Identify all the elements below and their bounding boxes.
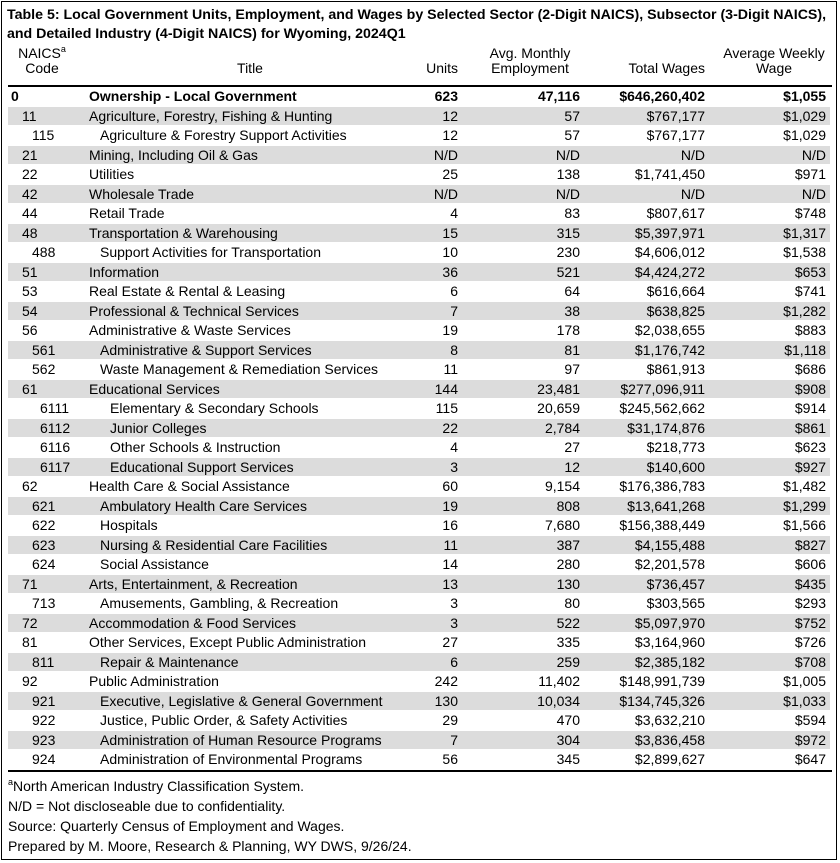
cell-units: 19 bbox=[442, 497, 458, 514]
table-row bbox=[8, 302, 830, 322]
cell-employment: 64 bbox=[564, 283, 580, 299]
cell-weekly-wage: $1,566 bbox=[783, 517, 826, 533]
cell-total-wages: $2,385,182 bbox=[634, 653, 705, 670]
cell-total-wages: $134,745,326 bbox=[619, 692, 705, 709]
cell-title: Utilities bbox=[89, 166, 135, 182]
cell-employment: 47,116 bbox=[537, 88, 580, 104]
cell-weekly-wage: $914 bbox=[794, 400, 826, 416]
cell-total-wages: $4,424,272 bbox=[634, 263, 705, 280]
cell-code: 6117 bbox=[40, 458, 71, 475]
cell-employment: 138 bbox=[556, 166, 580, 182]
cell-employment: 304 bbox=[556, 731, 580, 748]
cell-code: 11 bbox=[22, 107, 37, 124]
cell-weekly-wage: $647 bbox=[794, 751, 826, 767]
cell-code: 923 bbox=[32, 731, 56, 748]
table-row bbox=[8, 204, 830, 224]
cell-total-wages: $861,913 bbox=[646, 361, 705, 377]
cell-code: 92 bbox=[22, 673, 38, 689]
cell-units: 4 bbox=[450, 439, 458, 455]
cell-code: 48 bbox=[22, 224, 38, 241]
cell-total-wages: $2,201,578 bbox=[634, 556, 705, 572]
table-row bbox=[8, 243, 830, 263]
cell-weekly-wage: $623 bbox=[794, 439, 826, 455]
cell-weekly-wage: $827 bbox=[794, 536, 826, 553]
cell-total-wages: $616,664 bbox=[646, 283, 705, 299]
cell-title: Elementary & Secondary Schools bbox=[110, 400, 319, 416]
cell-units: 16 bbox=[442, 517, 458, 533]
cell-code: 61 bbox=[22, 380, 38, 397]
cell-units: 6 bbox=[450, 283, 458, 299]
cell-total-wages: $245,562,662 bbox=[619, 400, 705, 416]
cell-total-wages: $176,386,783 bbox=[619, 478, 705, 494]
cell-employment: 38 bbox=[564, 302, 580, 319]
cell-employment: 470 bbox=[556, 712, 580, 728]
cell-total-wages: $5,397,971 bbox=[634, 224, 705, 241]
cell-code: 922 bbox=[32, 712, 56, 728]
cell-total-wages: $767,177 bbox=[646, 107, 705, 124]
table-row bbox=[8, 614, 830, 634]
cell-units: 130 bbox=[434, 692, 458, 709]
table-row bbox=[8, 165, 830, 185]
cell-code: 713 bbox=[32, 595, 56, 611]
cell-total-wages: $277,096,911 bbox=[620, 380, 705, 397]
cell-units: 7 bbox=[450, 302, 458, 319]
cell-title: Public Administration bbox=[89, 673, 219, 689]
cell-title: Junior Colleges bbox=[110, 419, 207, 436]
cell-weekly-wage: $435 bbox=[794, 575, 826, 592]
cell-units: 36 bbox=[442, 263, 458, 280]
cell-units: 29 bbox=[442, 712, 458, 728]
header-weekly-wage: Average Weekly Wage bbox=[723, 45, 825, 76]
cell-code: 42 bbox=[22, 185, 38, 202]
cell-employment: 522 bbox=[556, 614, 580, 631]
cell-total-wages: $646,260,402 bbox=[619, 88, 705, 104]
cell-units: 10 bbox=[442, 244, 458, 260]
cell-employment: 130 bbox=[556, 575, 580, 592]
table-row bbox=[8, 458, 830, 478]
cell-employment: 83 bbox=[564, 205, 580, 221]
cell-weekly-wage: $1,299 bbox=[783, 497, 826, 514]
cell-units: 242 bbox=[434, 673, 458, 689]
table-row bbox=[8, 224, 830, 244]
table-row bbox=[8, 438, 830, 458]
cell-code: 621 bbox=[32, 497, 56, 514]
table-row bbox=[8, 653, 830, 673]
cell-code: 488 bbox=[32, 244, 56, 260]
table-row bbox=[8, 692, 830, 712]
table-row bbox=[8, 321, 830, 341]
cell-code: 22 bbox=[22, 166, 38, 182]
cell-units: 3 bbox=[450, 595, 458, 611]
table-row bbox=[8, 633, 830, 653]
cell-code: 624 bbox=[32, 556, 56, 572]
table-row bbox=[8, 672, 830, 692]
footnote-naics: $^a$North American Industry Classification System. bbox=[8, 777, 305, 794]
cell-total-wages: N/D bbox=[680, 185, 705, 202]
cell-weekly-wage: N/D bbox=[801, 185, 826, 202]
cell-units: 14 bbox=[442, 556, 458, 572]
cell-code: 81 bbox=[22, 634, 38, 650]
header-units: Units bbox=[426, 60, 458, 76]
footnote-source: Source: Quarterly Census of Employment and Wages. bbox=[8, 818, 345, 834]
cell-title: Executive, Legislative & General Government bbox=[100, 692, 383, 709]
cell-weekly-wage: $653 bbox=[794, 263, 826, 280]
cell-code: 71 bbox=[22, 575, 38, 592]
cell-code: 924 bbox=[32, 751, 56, 767]
cell-units: 12 bbox=[442, 127, 458, 143]
cell-total-wages: $5,097,970 bbox=[634, 614, 705, 631]
cell-units: N/D bbox=[433, 185, 458, 202]
cell-title: Administration of Human Resource Programs bbox=[100, 731, 382, 748]
cell-units: 8 bbox=[450, 341, 458, 358]
cell-units: 15 bbox=[442, 224, 458, 241]
cell-code: 6112 bbox=[40, 419, 71, 436]
cell-total-wages: $1,741,450 bbox=[634, 166, 705, 182]
cell-code: 0 bbox=[11, 88, 19, 104]
cell-title: Other Services, Except Public Administration bbox=[89, 634, 367, 650]
cell-weekly-wage: $293 bbox=[794, 595, 826, 611]
cell-total-wages: $2,899,627 bbox=[634, 751, 705, 767]
cell-title: Justice, Public Order, & Safety Activities bbox=[100, 712, 348, 728]
cell-code: 622 bbox=[32, 517, 56, 533]
cell-employment: 315 bbox=[556, 224, 580, 241]
table-row bbox=[8, 107, 830, 127]
table-row bbox=[8, 516, 830, 536]
table-row bbox=[8, 126, 830, 146]
cell-title: Nursing & Residential Care Facilities bbox=[100, 536, 328, 553]
table-row bbox=[8, 731, 830, 751]
cell-title: Administrative & Support Services bbox=[100, 341, 312, 358]
cell-units: 623 bbox=[434, 88, 458, 104]
cell-weekly-wage: $883 bbox=[794, 322, 826, 338]
table-row bbox=[8, 263, 830, 283]
cell-title: Ambulatory Health Care Services bbox=[100, 497, 307, 514]
cell-code: 6116 bbox=[40, 439, 71, 455]
cell-title: Agriculture & Forestry Support Activities bbox=[100, 127, 347, 143]
cell-employment: 11,402 bbox=[538, 673, 580, 689]
table-row bbox=[8, 750, 830, 770]
cell-weekly-wage: $606 bbox=[794, 556, 826, 572]
cell-total-wages: $156,388,449 bbox=[619, 517, 705, 533]
cell-title: Educational Services bbox=[89, 380, 220, 397]
cell-title: Other Schools & Instruction bbox=[110, 439, 281, 455]
cell-employment: 7,680 bbox=[544, 517, 580, 533]
cell-units: 3 bbox=[450, 614, 458, 631]
cell-total-wages: $4,155,488 bbox=[634, 536, 705, 553]
cell-title: Wholesale Trade bbox=[89, 185, 195, 202]
cell-weekly-wage: $752 bbox=[794, 614, 826, 631]
cell-code: 562 bbox=[32, 361, 56, 377]
cell-total-wages: $3,836,458 bbox=[634, 731, 705, 748]
cell-weekly-wage: $741 bbox=[794, 283, 826, 299]
cell-title: Health Care & Social Assistance bbox=[89, 478, 290, 494]
cell-total-wages: $148,991,739 bbox=[619, 673, 705, 689]
table-row bbox=[8, 185, 830, 205]
cell-code: 623 bbox=[32, 536, 56, 553]
cell-employment: 345 bbox=[556, 751, 580, 767]
cell-employment: 12 bbox=[564, 458, 580, 475]
cell-code: 56 bbox=[22, 322, 38, 338]
cell-title: Waste Management & Remediation Services bbox=[100, 361, 379, 377]
cell-employment: 81 bbox=[564, 341, 580, 358]
table-body bbox=[8, 87, 830, 770]
table-row bbox=[8, 419, 830, 439]
cell-weekly-wage: $1,482 bbox=[783, 478, 826, 494]
cell-employment: N/D bbox=[555, 185, 580, 202]
cell-employment: 521 bbox=[556, 263, 580, 280]
cell-code: 921 bbox=[32, 692, 56, 709]
cell-weekly-wage: $1,029 bbox=[783, 107, 826, 124]
cell-employment: 20,659 bbox=[537, 400, 580, 416]
cell-units: 3 bbox=[450, 458, 458, 475]
footnote-prepared: Prepared by M. Moore, Research & Planning, WY DWS, 9/26/24. bbox=[8, 838, 412, 854]
cell-code: 72 bbox=[22, 614, 38, 631]
cell-total-wages: $807,617 bbox=[646, 205, 705, 221]
cell-weekly-wage: $748 bbox=[794, 205, 826, 221]
cell-units: 19 bbox=[442, 322, 458, 338]
cell-title: Hospitals bbox=[100, 517, 158, 533]
cell-employment: N/D bbox=[555, 146, 580, 163]
cell-weekly-wage: $726 bbox=[794, 634, 826, 650]
cell-employment: 259 bbox=[556, 653, 580, 670]
cell-title: Ownership - Local Government bbox=[89, 88, 297, 104]
cell-total-wages: $13,641,268 bbox=[627, 497, 705, 514]
cell-total-wages: $4,606,012 bbox=[634, 244, 705, 260]
cell-total-wages: $303,565 bbox=[646, 595, 705, 611]
cell-title: Administration of Environmental Programs bbox=[100, 751, 363, 767]
cell-employment: 57 bbox=[564, 127, 580, 143]
cell-units: 6 bbox=[450, 653, 458, 670]
cell-units: 115 bbox=[435, 400, 458, 416]
cell-weekly-wage: $972 bbox=[794, 731, 826, 748]
cell-weekly-wage: $708 bbox=[794, 653, 826, 670]
cell-total-wages: $1,176,742 bbox=[634, 341, 705, 358]
cell-code: 115 bbox=[32, 127, 55, 143]
cell-weekly-wage: $1,118 bbox=[784, 341, 826, 358]
table-notes bbox=[8, 776, 412, 856]
cell-code: 6111 bbox=[40, 400, 70, 416]
table-row bbox=[8, 282, 830, 302]
cell-title: Transportation & Warehousing bbox=[89, 224, 278, 241]
table-row bbox=[8, 380, 830, 400]
cell-title: Social Assistance bbox=[100, 556, 209, 572]
cell-total-wages: $31,174,876 bbox=[627, 419, 705, 436]
cell-title: Support Activities for Transportation bbox=[100, 244, 321, 260]
cell-weekly-wage: $861 bbox=[794, 419, 826, 436]
table-row bbox=[8, 497, 830, 517]
cell-employment: 9,154 bbox=[544, 478, 580, 494]
header-employment: Avg. Monthly Employment bbox=[489, 45, 571, 76]
table-row bbox=[8, 575, 830, 595]
table-row bbox=[8, 360, 830, 380]
footer-divider bbox=[8, 770, 832, 772]
cell-title: Administrative & Waste Services bbox=[89, 322, 291, 338]
cell-title: Retail Trade bbox=[89, 205, 165, 221]
cell-employment: 280 bbox=[556, 556, 580, 572]
table-row bbox=[8, 555, 830, 575]
cell-total-wages: $140,600 bbox=[646, 458, 705, 475]
cell-employment: 2,784 bbox=[544, 419, 580, 436]
cell-units: 25 bbox=[442, 166, 458, 182]
cell-total-wages: $767,177 bbox=[646, 127, 705, 143]
cell-weekly-wage: $1,029 bbox=[783, 127, 826, 143]
table-row bbox=[8, 711, 830, 731]
cell-title: Amusements, Gambling, & Recreation bbox=[100, 595, 339, 611]
cell-employment: 178 bbox=[556, 322, 580, 338]
cell-employment: 387 bbox=[556, 536, 580, 553]
cell-weekly-wage: $686 bbox=[794, 361, 826, 377]
cell-units: 60 bbox=[442, 478, 458, 494]
table-title: Table 5: Local Government Units, Employment, and Wages by Selected Sector (2-Digit NAICS), Subsector (3-Digit NAICS), and Detailed Industry (4-Digit NAICS) for Wyoming, 2024Q1 bbox=[7, 7, 827, 42]
table-row bbox=[8, 536, 830, 556]
cell-title: Repair & Maintenance bbox=[100, 653, 239, 670]
cell-total-wages: $638,825 bbox=[646, 302, 705, 319]
cell-employment: 335 bbox=[556, 634, 580, 650]
header-title: Title bbox=[237, 60, 263, 76]
table-row bbox=[8, 477, 830, 497]
cell-units: 144 bbox=[434, 380, 458, 397]
cell-employment: 10,034 bbox=[537, 692, 580, 709]
cell-units: 22 bbox=[442, 419, 458, 436]
cell-employment: 23,481 bbox=[537, 380, 580, 397]
cell-employment: 57 bbox=[564, 107, 580, 124]
cell-code: 811 bbox=[32, 653, 55, 670]
table-row bbox=[8, 399, 830, 419]
cell-code: 62 bbox=[22, 478, 38, 494]
cell-units: 12 bbox=[442, 107, 458, 124]
cell-weekly-wage: $1,033 bbox=[783, 692, 826, 709]
cell-weekly-wage: $927 bbox=[794, 458, 826, 475]
cell-code: 561 bbox=[32, 341, 56, 358]
cell-total-wages: $3,164,960 bbox=[634, 634, 705, 650]
cell-weekly-wage: $1,317 bbox=[783, 224, 826, 241]
cell-units: 11 bbox=[443, 536, 458, 553]
cell-units: 7 bbox=[450, 731, 458, 748]
cell-weekly-wage: $971 bbox=[794, 166, 826, 182]
cell-title: Accommodation & Food Services bbox=[89, 614, 296, 631]
cell-title: Agriculture, Forestry, Fishing & Hunting bbox=[89, 107, 333, 124]
cell-weekly-wage: N/D bbox=[801, 146, 826, 163]
cell-units: N/D bbox=[433, 146, 458, 163]
cell-title: Information bbox=[89, 263, 160, 280]
table-row bbox=[8, 341, 830, 361]
header-naics-code: NAICS$^a$ Code bbox=[18, 44, 66, 76]
cell-code: 51 bbox=[22, 263, 38, 280]
table-row bbox=[8, 146, 830, 166]
header-total-wages: Total Wages bbox=[628, 60, 705, 76]
cell-weekly-wage: $1,538 bbox=[783, 244, 826, 260]
cell-weekly-wage: $1,005 bbox=[783, 673, 826, 689]
cell-code: 54 bbox=[22, 302, 38, 319]
cell-code: 21 bbox=[22, 146, 38, 163]
cell-code: 44 bbox=[22, 205, 38, 221]
cell-employment: 80 bbox=[564, 595, 580, 611]
cell-units: 13 bbox=[442, 575, 458, 592]
cell-weekly-wage: $908 bbox=[794, 380, 826, 397]
cell-title: Educational Support Services bbox=[110, 458, 294, 475]
cell-total-wages: $218,773 bbox=[646, 439, 705, 455]
cell-employment: 97 bbox=[564, 361, 580, 377]
cell-total-wages: $3,632,210 bbox=[634, 712, 705, 728]
cell-employment: 230 bbox=[556, 244, 580, 260]
cell-units: 11 bbox=[443, 361, 458, 377]
cell-units: 56 bbox=[442, 751, 458, 767]
cell-employment: 808 bbox=[556, 497, 580, 514]
cell-total-wages: N/D bbox=[680, 146, 705, 163]
cell-weekly-wage: $594 bbox=[794, 712, 826, 728]
cell-title: Professional & Technical Services bbox=[89, 302, 299, 319]
cell-weekly-wage: $1,282 bbox=[783, 302, 826, 319]
table-row bbox=[8, 87, 830, 107]
cell-total-wages: $736,457 bbox=[646, 575, 705, 592]
cell-employment: 27 bbox=[564, 439, 580, 455]
table-row bbox=[8, 594, 830, 614]
cell-title: Real Estate & Rental & Leasing bbox=[89, 283, 286, 299]
cell-title: Mining, Including Oil & Gas bbox=[89, 146, 258, 163]
cell-total-wages: $2,038,655 bbox=[634, 322, 705, 338]
footnote-nd: N/D = Not discloseable due to confidentiality. bbox=[8, 798, 286, 814]
cell-weekly-wage: $1,055 bbox=[783, 88, 826, 104]
cell-code: 53 bbox=[22, 283, 38, 299]
cell-title: Arts, Entertainment, & Recreation bbox=[89, 575, 298, 592]
cell-units: 27 bbox=[442, 634, 458, 650]
cell-units: 4 bbox=[450, 205, 458, 221]
